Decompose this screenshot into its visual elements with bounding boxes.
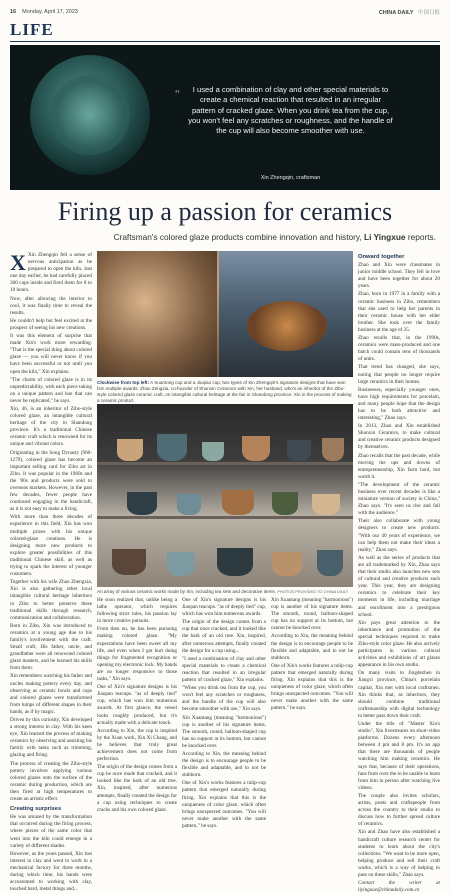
column-1 [10, 250, 92, 893]
ceramic-cup [202, 442, 224, 461]
paragraph: Xin Xuantang (meaning "harmonious") cup is another of his signature items. The smooth, round, balloon-shaped cup has no support at its bottom, but cannot be knocked over. [271, 597, 353, 632]
paragraph [10, 252, 92, 295]
paragraph: With more than three decades of experience in this field, Xin has won multiple prizes with his unique colored-glaze creations. He is designing more new products to explore greater possibilities of this traditional Chinese skill, as well as trying to spark the interest of younger customers. [10, 514, 92, 578]
drop-cap: X [10, 250, 26, 275]
paragraph: One of Xin's works features a tulip-cup pattern that emerged naturally during firing. Xin explains that this is the uniqueness of color glaze, which often brings unexpected outcomes. "You will never make another with the same pattern," he says. [182, 780, 266, 829]
column-3 [182, 597, 266, 829]
headline: Firing up a passion for ceramics [57, 197, 393, 226]
paragraph: Xin, 46, is an inheritor of Zibo-style colored glaze, an intangible cultural heritage of the city in Shandong province. It's a traditional Chinese ceramic craft which is renowned for its unique and vibrant colors. [10, 405, 92, 448]
paragraph: The origin of the design comes from a cup he once made that cracked, and it looked like the bark of an old tree. Xin, inspired, after numerous attempts, finally created the design for a cup using techniques to create cracks and his own colored glaze. [97, 764, 177, 813]
masthead [379, 8, 440, 16]
paragraph: He was amazed by the transformation that occurred during the firing process, where pieces of the same color that went into the kiln could emerge in a variety of different shades. [10, 814, 92, 849]
photo-caption-top [97, 380, 353, 404]
hero-banner [10, 45, 440, 190]
ceramic-cup [217, 548, 253, 576]
paragraph: Zhao, born in 1977 in a family with a ceramic business in Zibo, remembers that she used to help her parents in their ceramic house with her elder brother. She took over the family business at the age of 25. [358, 291, 440, 333]
caption-text: A Xuantong cup and a Jiuqiao cup, two types of Xin Zhengqin's signature designs that have won him multiple awards. Zhao Zengxia, co-founder of Shunxin Ceramics with Xin, her husband, who's an inheritor of the Zibo-style colored glaze ceramic craft, on intangible cultural heritage at the fair in Shandong province. Xin in the process of making a ceramic product. [97, 380, 352, 403]
caption-text: An array of various ceramic works made by Xin, including tea sets and decorative items. [97, 589, 276, 594]
caption-label: Clockwise from top left: [97, 380, 150, 385]
ceramic-cup [167, 552, 195, 576]
paragraph: As well as the series of products that are all trademarked by Xin, Zhao says that their studio also launches new sets of cultural and creative products each year. This year, they are designing ceramics to celebrate their key moments in life, including marriage and enrollment into a prestigious school. [358, 554, 440, 618]
paragraph: Zhao recalls that, in the 1990s, ceramics were mass-produced and one batch could contain tens of thousands of units. [358, 335, 440, 363]
top-bar [10, 6, 440, 18]
quote-icon [175, 88, 184, 101]
paragraph: He soon realized that, unlike being a lathe operator, which requires following strict rules, his passion lay in more creative pursuits. [97, 597, 177, 625]
paragraph: Xin Xuantang (meaning "harmonious") cup is another of his signature items. The smooth, round, balloon-shaped cup has no support at its bottom, but cannot be knocked over. [182, 714, 266, 749]
paragraph: According to Xin, the meaning behind the design is to encourage people to be flexible and adaptable, and to not be stubborn. [182, 750, 266, 779]
paragraph: The couple also invites scholars, artists, poets and craftspeople from across the country to their studio to discuss how to further spread culture of ceramics. [358, 792, 440, 828]
photo-ceramic-plate [247, 301, 327, 351]
paragraph: It was this element of surprise that made Xin's work more rewarding. "That is the special thing about colored glaze — you will never know if you have been successful or not until you open the kiln," Xin explains. [10, 333, 92, 375]
shelf [97, 462, 353, 465]
ceramic-cup [222, 490, 254, 515]
paragraph: According to Xin, the cup is inspired by the Xuan work, Xin Xi Chang, and he believes that truly great achievement does not come from perfection. [97, 727, 177, 763]
paragraph: Xin and Zhao have also established a handicraft culture research center for students to learn about the city's collections. "We want to be more open, helping produce and sell their craft works, which is a way of helping to pass on these skills," Zhao says. [358, 829, 440, 878]
page-number: 16 [10, 9, 17, 15]
paragraph: Driven by this curiosity, Xin developed a strong interest in clay. With his keen eye, Xin learned the process of making ceramics by observing and assisting his family with tasks such as trimming, glazing and firing. [10, 717, 92, 759]
paragraph: Originating in the Song Dynasty (960-1279), colored glaze has become an important selling card for Zibo art in Zibo. It was popular in the 1960s and the '80s and products were sold to overseas markets. However, in the past few decades, fewer people have continued engaging in the handicraft, as it is not easy to make a living. [10, 449, 92, 513]
photo-ceramics-display [97, 404, 353, 587]
paragraph: One of Xin's signature designs is his Jiaopan teacups. "as of deeply tied" cup, which has won him numerous awards. [182, 597, 266, 618]
paragraph: Xin pays great attention to the inheritance and promotion of the special techniques required to make Zibo-style color glaze. He also actively participates in various cultural activities and exhibitions of art glazes appearance in his own studio. [358, 619, 440, 669]
paragraph: Xin remembers watching his father and uncles making pottery every day, and observing as ceramic bowls and cups and colored glazes were transformed from lumps of different shapes in their hands, as if by magic. [10, 673, 92, 715]
deck-text: Craftsman's colored glaze products combine innovation and history, [113, 232, 362, 242]
paragraph: One of Xin's works features a tulip-cup pattern that emerged naturally during firing. Xin explains that this is the uniqueness of color glaze, which often brings unexpected outcomes. "You will never make another with the same pattern," he says. [271, 662, 353, 712]
paragraph: The origin of the design comes from a cup that once cracked, and it looked like the bark of an old tree. Xin, inspired, after numerous attempts, finally created the design for a cup using... [182, 619, 266, 654]
paragraph: Their also collaborate with young designers to create new products. "With our 40 years of experience, we can help them not make their ideas a reality," Zhao says. [358, 518, 440, 553]
paragraph: Zhao recalls that the past decade, while moving the ups and downs of entrepreneurship, Xin farm hard, but worth it. [358, 452, 440, 480]
photo-collage-top [97, 251, 353, 377]
paragraph: According to Xin, the meaning behind the design is to encourage people to be flexible and adaptable, and to not be stubborn. [271, 633, 353, 661]
ceramic-cup [177, 494, 201, 515]
contact-line: Contact the writer at liyingxue@chinadaily.com.cn [358, 880, 440, 894]
paragraph: Now, after allowing the interior to cool, it was finally time to reveal the results. [10, 295, 92, 316]
ceramic-cup [312, 494, 340, 515]
paragraph: However, as the years passed, Xin lost interest in clay and went to work in a mechanical factory for three months, during which time, his hands were accustomed to working with clay, touched hard, metal things and... [10, 850, 92, 893]
bowl-glaze-highlight [50, 75, 130, 155]
paragraph: "When you drink tea from the cup, you won't feel any scratches or roughness, and the handle of the cup will also become smoother with use," Xin says. [182, 685, 266, 713]
ceramic-cup [287, 440, 311, 461]
column-2 [97, 597, 177, 813]
paragraph: "The charm of colored glaze is in its unpredictability, with each piece taking on a unique pattern and hue that can never be replicated," he says. [10, 376, 92, 404]
ceramic-cup [157, 434, 187, 461]
photo-caption-bottom [97, 589, 353, 594]
column-4 [358, 251, 440, 894]
deck [114, 232, 436, 242]
paragraph: Businesses, especially younger ones, have high requirements for porcelain, and many people hope that the design has to be both attractive and interesting," Zhao says. [358, 386, 440, 422]
paragraph: In 2013, Zhao and Xin established Shunxin Ceramics, to make cultural and creative ceramic products designed by themselves. [358, 423, 440, 451]
ceramic-cup [322, 438, 344, 461]
deck-suffix: reports. [407, 232, 436, 242]
ceramic-cup [127, 492, 157, 515]
subhead: Onward together [358, 254, 405, 260]
pull-quote-attribution: Xin Zhengqin, craftsman [260, 175, 321, 181]
subhead: Creating surprises [10, 806, 62, 813]
photo-craftsman [97, 251, 217, 377]
paragraph: On many visits to Jingdezhen in Jiangxi province, China's porcelain capital, Xin met with local craftsmen. Xin thinks that, as inheritors, they should combine traditional craftsmanship with digital technology to better pass down their craft. [358, 670, 440, 719]
paragraph: The process of creating the Zibo-style pottery involves applying various colored glazes onto the surface of the ceramic during production, which are then fired at high temperatures to create an artistic effect. [10, 760, 92, 803]
paragraph: He couldn't help but feel excited at the prospect of seeing his new creations. [10, 317, 92, 331]
section-rule [10, 41, 440, 42]
paragraph-text: Xin Zhengqin felt a sense of nervous anticipation as he prepared to open the kiln. Just one day earlier, he had carefully placed 300 cups inside and fired them for 8 to 10 hours. [10, 252, 92, 294]
issue-date: Monday, April 17, 2023 [22, 9, 78, 15]
section-title: LIFE [10, 20, 54, 39]
ceramic-cup [272, 492, 298, 515]
paragraph: "The development of the ceramic business over recent decades is like a miniature version of society in China," Zhao says. "It's seen us rise and fall with the audience." [358, 481, 440, 517]
photo-credit: PHOTOS PROVIDED TO CHINA DAILY [277, 589, 349, 594]
pull-quote: I used a combination of clay and other special materials to create a chemical reaction that resulted in an irregular pattern of cracked glaze. When you drink tea from the cup, you won't feel any scratches or roughness, and the handle of the cup will also become smoother with use. [188, 85, 393, 136]
paragraph: Zhao and Xin were classmates in junior middle school. They fell in love and have been together for about 20 years. [358, 262, 440, 290]
column-3b [271, 597, 353, 740]
paragraph: Born in Zibo, Xin was introduced to ceramics at a young age due to his family's involvement with the craft. Small craft, His father, uncle, and grandfather were all renowned colored glaze masters, and he learned his skills from them. [10, 622, 92, 672]
masthead-cn: 中国日报 [417, 10, 440, 16]
paragraph: From then on, he has been pursuing making colored glaze. "My expectations have been sweet all my life, and even when I got hurt doing things for fragmented recognition or opening my electronic lock. My hands are no longer responsive to those tasks," Xin says. [97, 626, 177, 683]
byline: Li Yingxue [364, 232, 406, 242]
ceramic-cup [317, 550, 343, 576]
paragraph: That trend has changed, she says, noting that people no longer require large ceramics in their homes. [358, 364, 440, 385]
paragraph: Under the title of "Master Xin's studio", Xin livestreams on short-video platforms. Dozens every afternoon between 4 pm and 8 pm. It's an app that there are thousands of people watching him making ceramics. He says that, because of their operations, fans from over the to be unable to learn from him in person after watching live videos. [358, 721, 440, 791]
ceramic-cup [112, 549, 146, 575]
paragraph: "I used a combination of clay and other special materials to create a chemical reaction that resulted in an irregular pattern of cracked glaze," Xin explains. [182, 655, 266, 684]
ceramic-cup [117, 439, 143, 461]
ceramic-cup [272, 552, 302, 576]
paragraph: One of Xin's signature designs is his Jiaopan teacups. "as of deeply tied" cup, which has won him numerous awards. At first glance, the vessel looks roughly produced, but it's actually made with a delicate touch. [97, 684, 177, 726]
paragraph: Together with his wife Zhao Zhengxia, Xin is also gathering other local intangible cultural heritage inheritors in Zibo to better preserve these traditional skills through research, communication and collaboration. [10, 579, 92, 621]
ceramic-cup [242, 436, 270, 461]
shelf [97, 516, 353, 519]
masthead-en: CHINA DAILY [378, 10, 414, 16]
svg-text:“: “ [175, 88, 180, 101]
